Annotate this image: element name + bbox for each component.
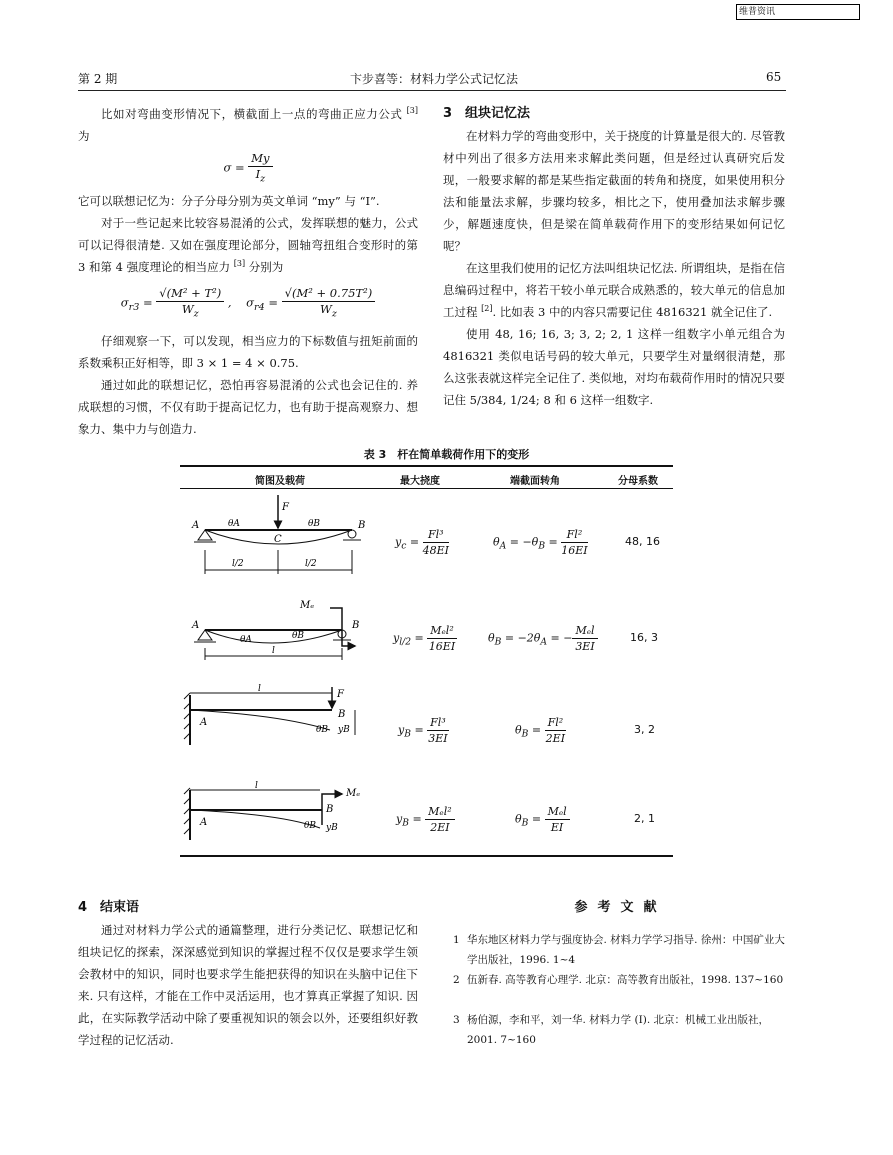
label-l: l xyxy=(255,781,258,791)
reference-item: 3 杨伯源，李和平，刘一华. 材料力学 (I). 北京：机械工业出版社，2001. 7~160 xyxy=(453,1014,770,1046)
diagram-simply-supported-center-load xyxy=(191,495,365,574)
paragraph: 使用 48, 16; 16, 3; 3, 2; 2, 1 这样一组数字小单元组合为 4816321 类似电话号码的较大单元，只要学生对量纲很清楚，那么这张表就这样完全记住了. 类似地，对均布载荷作用时的情况只要记住 5/384, 1/24; 8 和 6 这样一组数字. xyxy=(443,327,785,407)
paragraph: 对于一些记起来比较容易混淆的公式，发挥联想的魅力，公式可以记得很清楚. 又如在强度理论部分，圆轴弯扭组合变形时的第 3 和第 4 强度理论的相当应力 [3] 分别为 xyxy=(78,216,418,275)
label-A: A xyxy=(192,520,200,531)
paragraph: 在这里我们使用的记忆方法叫组块记忆法. 所谓组块，是指在信息编码过程中，将若干较小单元联合成熟悉的，较大单元的信息加工过程 [2]. 比如表 3 中的内容只需要记住 4816321 就全记住了. xyxy=(443,261,785,319)
diagram-cantilever-end-moment xyxy=(184,781,360,840)
label-theta-a: θA xyxy=(240,635,252,645)
paragraph: 它可以联想记忆为：分子分母分别为英文单词 “my” 与 “I”. xyxy=(78,194,380,209)
reference-item: 1 华东地区材料力学与强度协会. 材料力学学习指导. 徐州：中国矿业大学出版社，1996. 1~4 xyxy=(453,934,785,966)
table-header: 端截面转角 xyxy=(510,476,560,487)
label-theta-b: θB xyxy=(316,725,329,735)
issue-number: 第 2 期 xyxy=(78,72,118,86)
table-header: 分母系数 xyxy=(618,476,658,487)
beam-diagrams xyxy=(180,490,380,852)
diagram-simply-supported-end-moment xyxy=(191,600,359,660)
label-y-b: yB xyxy=(326,823,338,833)
references-title: 参考文献 xyxy=(574,900,667,915)
paragraph: 在材料力学的弯曲变形中，关于挠度的计算量是很大的. 尽管教材中列出了很多方法用来求解此类问题，但是经过认真研究后发现，一般要求解的都是某些指定截面的转角和挠度，如果使用积分法和能量法求解，步骤均较多，相比之下，使用叠加法求解步骤少，解题速度快，但是梁在简单载荷作用下的变形结果如何记忆呢？ xyxy=(443,129,785,253)
label-Me: Mₑ xyxy=(300,600,315,611)
conclusion-section xyxy=(78,897,418,1051)
label-l-half: l/2 xyxy=(305,559,317,569)
label-y-b: yB xyxy=(338,725,350,735)
diagram-cantilever-end-load xyxy=(184,684,355,745)
table-header-rule xyxy=(180,488,673,489)
label-theta-b: θB xyxy=(292,631,305,641)
running-title: 卞步喜等：材料力学公式记忆法 xyxy=(350,72,519,86)
label-theta-b: θB xyxy=(304,821,317,831)
label-A: A xyxy=(200,717,208,728)
right-column xyxy=(443,103,785,411)
label-B: B xyxy=(352,620,360,631)
formula-equivalent-stress: $\sigma_{r3}$ = $\frac{\text{√(M² + T²)}}{W_z}$ , $\sigma_{r4}$ = $\frac{\text{√(M² + 0.75T²)}}{W_z}$ xyxy=(78,286,418,321)
label-B: B xyxy=(358,520,366,531)
label-F: F xyxy=(337,689,344,700)
watermark-stamp: 维普资讯 xyxy=(736,4,860,20)
label-l: l xyxy=(272,646,275,656)
paragraph: 通过对材料力学公式的通篇整理，进行分类记忆、联想记忆和组块记忆的探索，深深感觉到知识的掌握过程不仅仅是要求学生领会教材中的知识，同时也要求学生能把获得的知识在头脑中记住下来. 只有这样，才能在工作中灵活运用，也才算真正掌握了知识. 因此，在实际教学活动中除了要重视知识的领会以外，还要组织好教学过程的记忆活动. xyxy=(78,923,418,1047)
page-number: 65 xyxy=(766,70,782,84)
table-top-rule xyxy=(180,465,673,467)
label-l-half: l/2 xyxy=(232,559,244,569)
label-theta-a: θA xyxy=(228,519,240,529)
paragraph: 通过如此的联想记忆，恐怕再容易混淆的公式也会记住的. 养成联想的习惯，不仅有助于提高记忆力，也有助于提高观察力、想象力、集中力与创造力. xyxy=(78,377,418,436)
table-bottom-rule xyxy=(180,855,673,857)
label-theta-b: θB xyxy=(308,519,321,529)
reference-item: 2 伍新春. 高等教育心理学. 北京：高等教育出版社，1998. 137~160 xyxy=(453,974,784,986)
label-B: B xyxy=(326,804,334,815)
label-A: A xyxy=(200,817,208,828)
formula-bending-stress: σ = $\frac{My}{I_z}$ xyxy=(78,151,418,186)
section-heading: 4 结束语 xyxy=(78,900,140,915)
paragraph: 比如对弯曲变形情况下，横截面上一点的弯曲正应力公式 [3] 为 xyxy=(78,106,419,143)
table-title: 表 3 杆在简单载荷作用下的变形 xyxy=(363,448,530,461)
label-C: C xyxy=(274,534,282,545)
label-F: F xyxy=(282,502,289,513)
label-l: l xyxy=(258,684,261,694)
label-A: A xyxy=(192,620,200,631)
header-rule xyxy=(78,90,786,91)
label-Me: Mₑ xyxy=(346,788,361,799)
section-heading: 3 组块记忆法 xyxy=(443,106,531,121)
table-header: 简图及载荷 xyxy=(255,476,305,487)
paragraph: 仔细观察一下，可以发现，相当应力的下标数值与扭矩前面的系数乘积正好相等，即 3 × 1 = 4 × 0.75. xyxy=(78,333,418,370)
left-column xyxy=(78,103,418,440)
table-header: 最大挠度 xyxy=(400,476,440,487)
label-B: B xyxy=(338,709,346,720)
